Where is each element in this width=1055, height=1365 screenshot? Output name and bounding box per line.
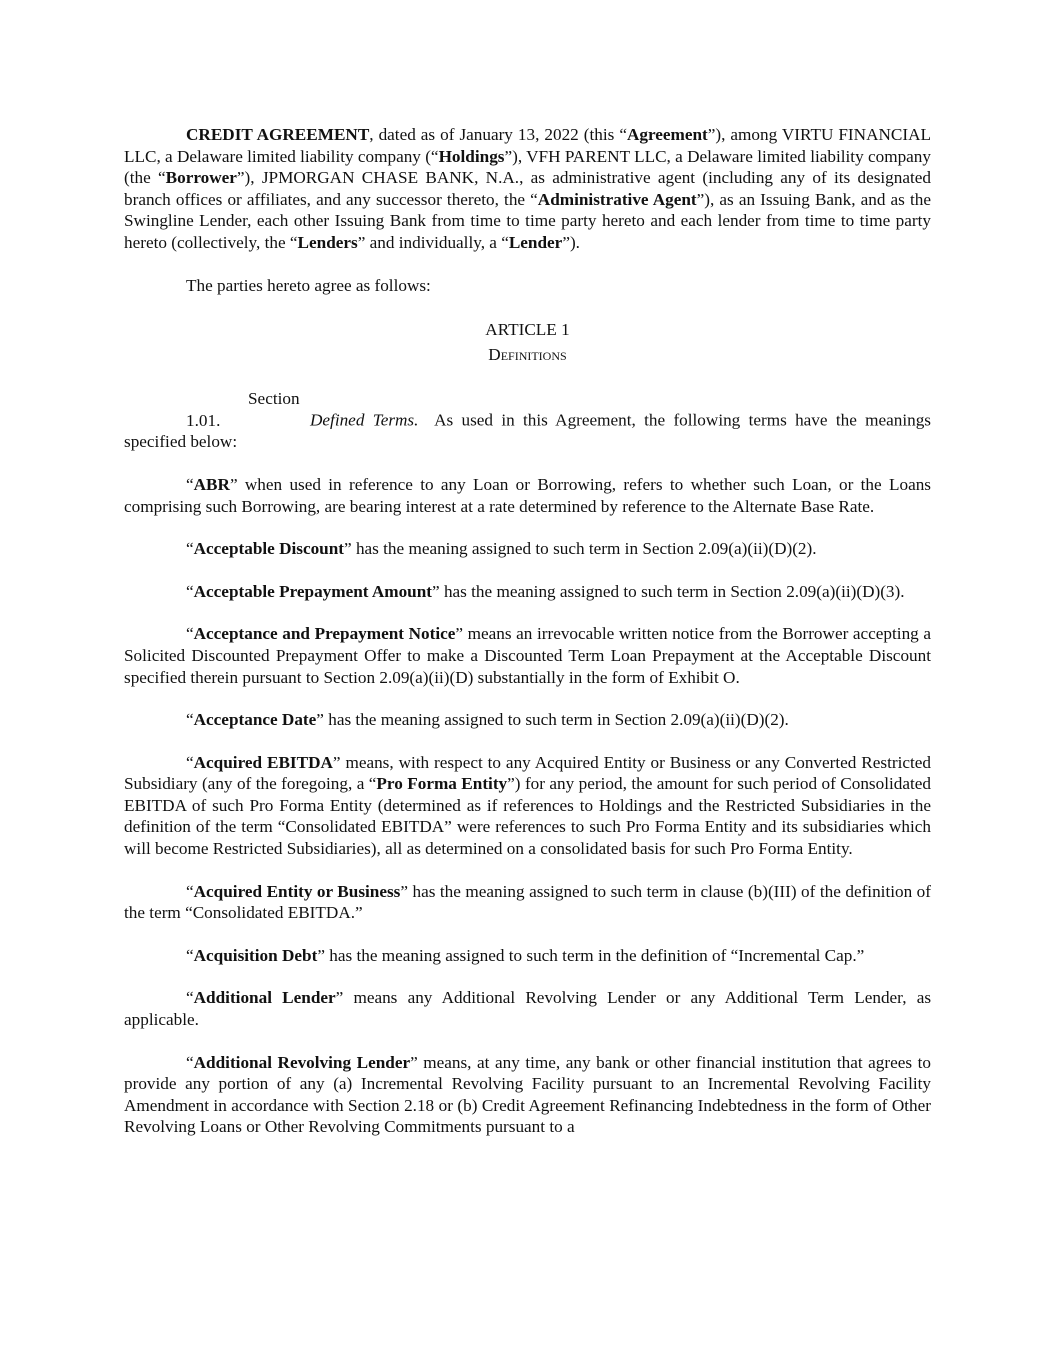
definition-additional-revolving-lender: “Additional Revolving Lender” means, at any time, any bank or other financial institution that agrees to provide any portion of any (a) Incremental Revolving Facility pursuant to an Incremental Revolving Facility Amendment in accordance with Section 2.18 or (b) Credit Agreement Refinancing Indebtedness in the form of Other Revolving Loans or Other Revolving Commitments pursuant to a	[124, 1052, 931, 1137]
definition-acceptance-and-prepayment-notice: “Acceptance and Prepayment Notice” means an irrevocable written notice from the Borrower accepting a Solicited Discounted Prepayment Offer to make a Discounted Term Loan Prepayment at the Acceptable Discount specified therein pursuant to Section 2.09(a)(ii)(D) substantially in the form of Exhibit O.	[124, 624, 931, 687]
section-heading	[124, 388, 931, 453]
term-holdings: Holdings	[438, 146, 505, 166]
definition-acquired-entity-or-business: “Acquired Entity or Business” has the meaning assigned to such term in clause (b)(III) of the definition of the term “Consolidated EBITDA.”	[124, 881, 931, 923]
document-page	[124, 124, 931, 1159]
definition-acceptable-prepayment-amount: “Acceptable Prepayment Amount” has the meaning assigned to such term in Section 2.09(a)(ii)(D)(3).	[186, 581, 905, 601]
term-lenders: Lenders	[297, 232, 358, 252]
section-text: As used in this Agreement, the following terms have the meanings specified below:	[124, 410, 932, 452]
term-administrative-agent: Administrative Agent	[537, 189, 697, 209]
definition-acquisition-debt: “Acquisition Debt” has the meaning assigned to such term in the definition of “Incremental Cap.”	[186, 945, 865, 965]
definition-additional-lender: “Additional Lender” means any Additional Revolving Lender or any Additional Term Lender, as applicable.	[124, 988, 932, 1030]
article-number: ARTICLE 1	[485, 320, 570, 340]
section-number: Section 1.01.	[186, 389, 300, 430]
definition-acceptable-discount: “Acceptable Discount” has the meaning assigned to such term in Section 2.09(a)(ii)(D)(2).	[186, 539, 817, 559]
article-heading	[124, 317, 931, 367]
definition-abr: “ABR” when used in reference to any Loan or Borrowing, refers to whether such Loan, or the Loans comprising such Borrowing, are bearing interest at a rate determined by reference to the Alternate Base Rate.	[124, 474, 931, 516]
definition-acceptance-date: “Acceptance Date” has the meaning assigned to such term in Section 2.09(a)(ii)(D)(2).	[186, 710, 789, 730]
section-title: Defined Terms.	[310, 410, 419, 430]
article-title: Definitions	[488, 345, 567, 365]
term-lender: Lender	[508, 232, 563, 252]
definition-acquired-ebitda: “Acquired EBITDA” means, with respect to any Acquired Entity or Business or any Converted Restricted Subsidiary (any of the foregoing, a “Pro Forma Entity”) for any period, the amount for such period of Consolidated EBITDA of such Pro Forma Entity (determined as if references to Holdings and the Restricted Subsidiaries in the definition of the term “Consolidated EBITDA” were references to such Pro Forma Entity and its subsidiaries which will become Restricted Subsidiaries), all as determined on a consolidated basis for such Pro Forma Entity.	[124, 752, 931, 859]
intro-paragraph: CREDIT AGREEMENT, dated as of January 13, 2022 (this “Agreement”), among VIRTU FINANCIAL LLC, a Delaware limited liability company (“Holdings”), VFH PARENT LLC, a Delaware limited liability company (the “Borrower”), JPMORGAN CHASE BANK, N.A., as administrative agent (including any of its designated branch offices or affiliates, and any successor thereto, the “Administrative Agent”), as an Issuing Bank, and as the Swingline Lender, each other Issuing Bank from time to time party hereto and each lender from time to time party hereto (collectively, the “Lenders” and individually, a “Lender”).	[124, 125, 932, 252]
term-credit-agreement: CREDIT AGREEMENT	[186, 125, 370, 144]
term-borrower: Borrower	[165, 168, 237, 188]
agree-paragraph: The parties hereto agree as follows:	[186, 275, 431, 295]
term-agreement: Agreement	[626, 125, 708, 144]
